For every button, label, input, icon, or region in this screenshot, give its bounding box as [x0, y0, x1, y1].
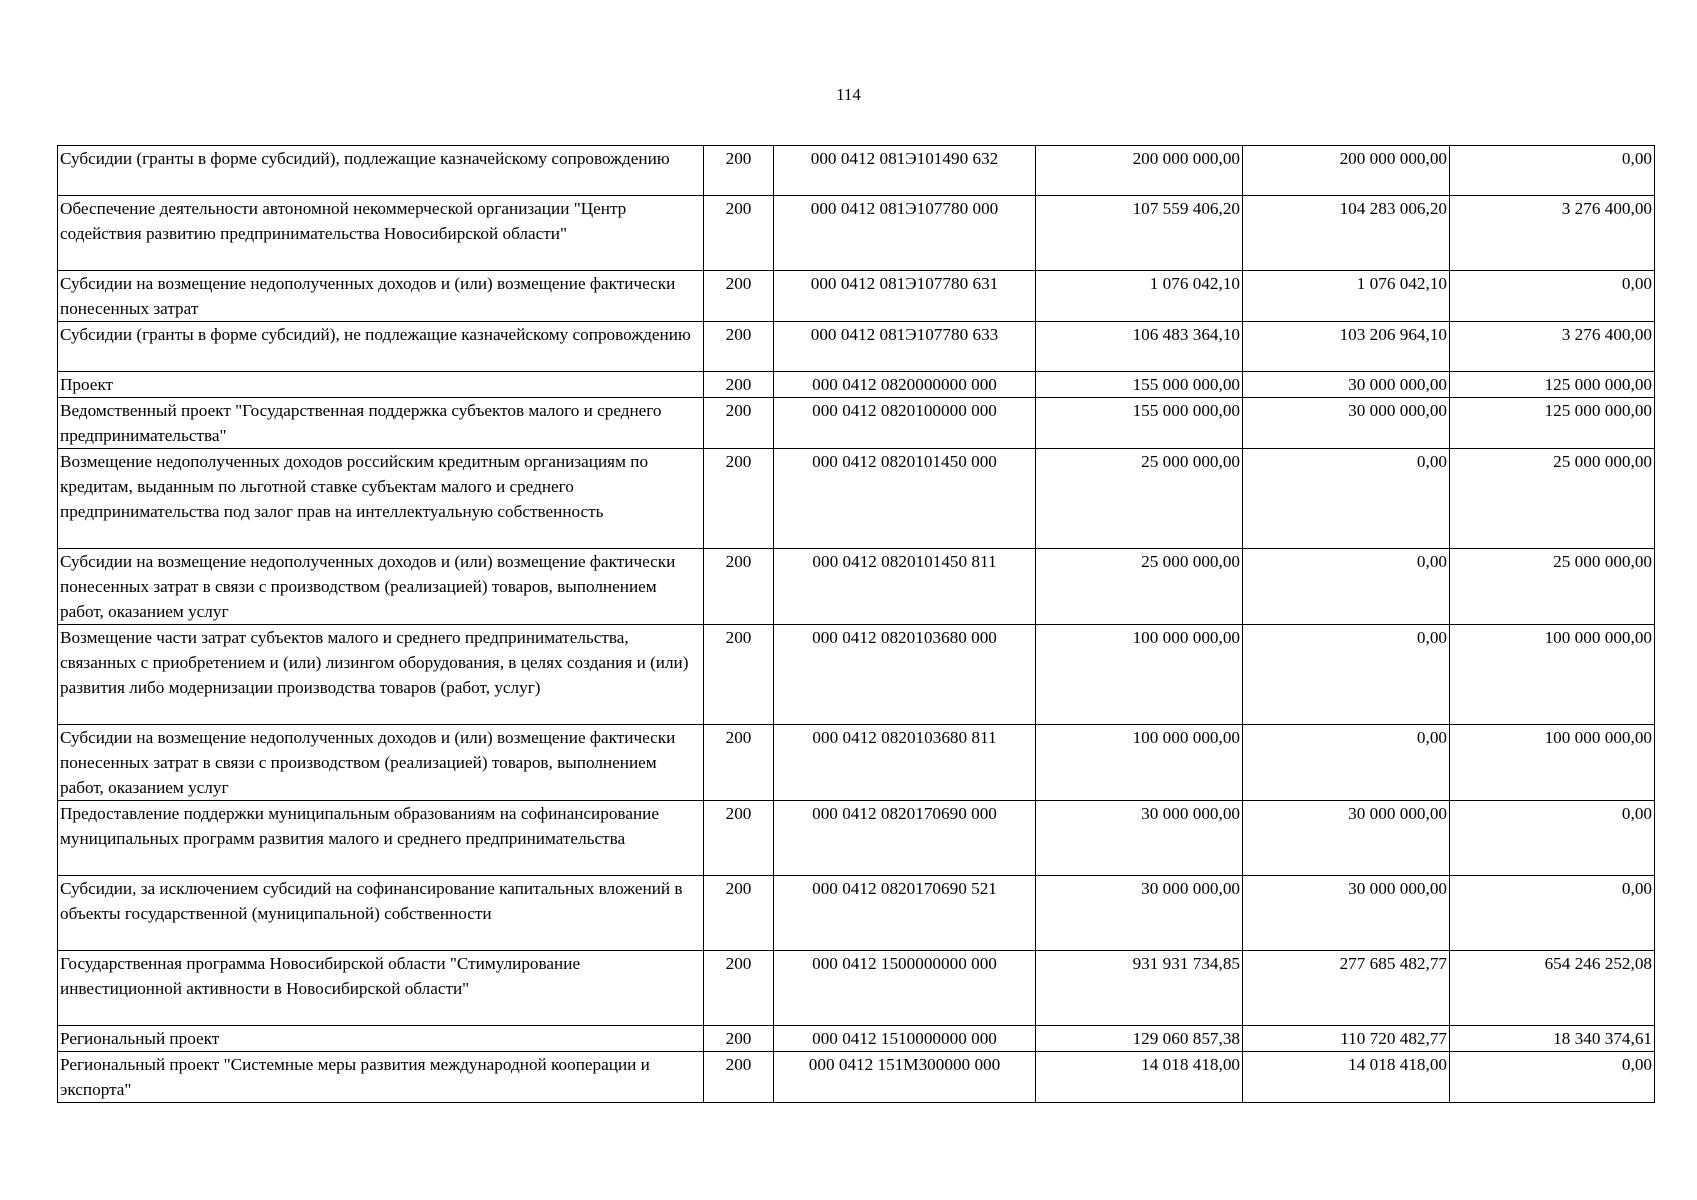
row-name: Субсидии на возмещение недополученных доходов и (или) возмещение фактически понесенных затрат — [58, 271, 704, 322]
budget-table — [57, 145, 1655, 1103]
row-amount-executed: 14 018 418,00 — [1243, 1052, 1450, 1103]
table-row — [58, 625, 1655, 725]
row-budget-code: 000 0412 0820170690 000 — [774, 801, 1036, 876]
row-admin-code: 200 — [704, 398, 774, 449]
row-name: Возмещение недополученных доходов российским кредитным организациям по кредитам, выданным по льготной ставке субъектам малого и среднего предпринимательства под залог прав на интеллектуальную собственность — [58, 449, 704, 549]
row-amount-executed: 110 720 482,77 — [1243, 1026, 1450, 1052]
row-amount-total: 931 931 734,85 — [1036, 951, 1243, 1026]
row-amount-total: 100 000 000,00 — [1036, 625, 1243, 725]
row-amount-executed: 0,00 — [1243, 625, 1450, 725]
row-amount-executed: 30 000 000,00 — [1243, 801, 1450, 876]
row-amount-remaining: 18 340 374,61 — [1450, 1026, 1655, 1052]
row-admin-code: 200 — [704, 625, 774, 725]
row-name: Субсидии (гранты в форме субсидий), не подлежащие казначейскому сопровождению — [58, 322, 704, 372]
table-row — [58, 801, 1655, 876]
row-budget-code: 000 0412 0820170690 521 — [774, 876, 1036, 951]
row-admin-code: 200 — [704, 1052, 774, 1103]
row-amount-executed: 0,00 — [1243, 549, 1450, 625]
row-amount-total: 25 000 000,00 — [1036, 549, 1243, 625]
row-budget-code: 000 0412 081Э107780 633 — [774, 322, 1036, 372]
row-amount-total: 1 076 042,10 — [1036, 271, 1243, 322]
row-budget-code: 000 0412 081Э107780 000 — [774, 196, 1036, 271]
row-budget-code: 000 0412 0820103680 811 — [774, 725, 1036, 801]
row-budget-code: 000 0412 151М300000 000 — [774, 1052, 1036, 1103]
row-amount-remaining: 100 000 000,00 — [1450, 625, 1655, 725]
row-amount-remaining: 0,00 — [1450, 1052, 1655, 1103]
row-amount-remaining: 25 000 000,00 — [1450, 549, 1655, 625]
row-amount-total: 14 018 418,00 — [1036, 1052, 1243, 1103]
row-amount-remaining: 0,00 — [1450, 876, 1655, 951]
row-amount-total: 100 000 000,00 — [1036, 725, 1243, 801]
row-admin-code: 200 — [704, 1026, 774, 1052]
row-name: Субсидии на возмещение недополученных доходов и (или) возмещение фактически понесенных затрат в связи с производством (реализацией) товаров, выполнением работ, оказанием услуг — [58, 725, 704, 801]
page-number: 114 — [836, 85, 861, 104]
table-row — [58, 951, 1655, 1026]
row-amount-executed: 1 076 042,10 — [1243, 271, 1450, 322]
row-admin-code: 200 — [704, 876, 774, 951]
table-row — [58, 322, 1655, 372]
row-amount-total: 107 559 406,20 — [1036, 196, 1243, 271]
row-amount-executed: 200 000 000,00 — [1243, 146, 1450, 196]
table-row — [58, 271, 1655, 322]
table-row — [58, 1052, 1655, 1103]
row-admin-code: 200 — [704, 271, 774, 322]
table-row — [58, 1026, 1655, 1052]
row-amount-remaining: 125 000 000,00 — [1450, 372, 1655, 398]
row-amount-total: 106 483 364,10 — [1036, 322, 1243, 372]
row-admin-code: 200 — [704, 322, 774, 372]
row-admin-code: 200 — [704, 725, 774, 801]
row-amount-remaining: 654 246 252,08 — [1450, 951, 1655, 1026]
row-admin-code: 200 — [704, 549, 774, 625]
row-amount-remaining: 25 000 000,00 — [1450, 449, 1655, 549]
row-budget-code: 000 0412 0820101450 000 — [774, 449, 1036, 549]
row-amount-total: 200 000 000,00 — [1036, 146, 1243, 196]
table-row — [58, 449, 1655, 549]
row-name: Региональный проект "Системные меры развития международной кооперации и экспорта" — [58, 1052, 704, 1103]
row-amount-remaining: 3 276 400,00 — [1450, 196, 1655, 271]
row-admin-code: 200 — [704, 801, 774, 876]
row-budget-code: 000 0412 1500000000 000 — [774, 951, 1036, 1026]
row-amount-executed: 30 000 000,00 — [1243, 372, 1450, 398]
row-name: Проект — [58, 372, 704, 398]
row-amount-total: 155 000 000,00 — [1036, 372, 1243, 398]
row-name: Субсидии, за исключением субсидий на софинансирование капитальных вложений в объекты государственной (муниципальной) собственности — [58, 876, 704, 951]
row-amount-executed: 30 000 000,00 — [1243, 876, 1450, 951]
row-budget-code: 000 0412 0820101450 811 — [774, 549, 1036, 625]
row-amount-executed: 30 000 000,00 — [1243, 398, 1450, 449]
row-name: Региональный проект — [58, 1026, 704, 1052]
table-row — [58, 398, 1655, 449]
row-admin-code: 200 — [704, 146, 774, 196]
table-row — [58, 372, 1655, 398]
row-name: Государственная программа Новосибирской области "Стимулирование инвестиционной активности в Новосибирской области" — [58, 951, 704, 1026]
row-amount-total: 30 000 000,00 — [1036, 876, 1243, 951]
row-name: Субсидии (гранты в форме субсидий), подлежащие казначейскому сопровождению — [58, 146, 704, 196]
row-amount-total: 129 060 857,38 — [1036, 1026, 1243, 1052]
row-name: Обеспечение деятельности автономной некоммерческой организации "Центр содействия развитию предпринимательства Новосибирской области" — [58, 196, 704, 271]
row-budget-code: 000 0412 0820103680 000 — [774, 625, 1036, 725]
row-budget-code: 000 0412 0820100000 000 — [774, 398, 1036, 449]
row-budget-code: 000 0412 0820000000 000 — [774, 372, 1036, 398]
row-amount-remaining: 125 000 000,00 — [1450, 398, 1655, 449]
table-row — [58, 549, 1655, 625]
row-name: Предоставление поддержки муниципальным образованиям на софинансирование муниципальных программ развития малого и среднего предпринимательства — [58, 801, 704, 876]
row-amount-remaining: 0,00 — [1450, 146, 1655, 196]
table-row — [58, 876, 1655, 951]
row-amount-remaining: 100 000 000,00 — [1450, 725, 1655, 801]
table-row — [58, 725, 1655, 801]
table-row — [58, 196, 1655, 271]
row-amount-executed: 103 206 964,10 — [1243, 322, 1450, 372]
row-budget-code: 000 0412 1510000000 000 — [774, 1026, 1036, 1052]
row-budget-code: 000 0412 081Э107780 631 — [774, 271, 1036, 322]
row-amount-remaining: 3 276 400,00 — [1450, 322, 1655, 372]
row-amount-executed: 0,00 — [1243, 449, 1450, 549]
row-amount-executed: 277 685 482,77 — [1243, 951, 1450, 1026]
row-amount-total: 155 000 000,00 — [1036, 398, 1243, 449]
row-admin-code: 200 — [704, 372, 774, 398]
row-amount-total: 30 000 000,00 — [1036, 801, 1243, 876]
row-admin-code: 200 — [704, 951, 774, 1026]
row-amount-total: 25 000 000,00 — [1036, 449, 1243, 549]
row-admin-code: 200 — [704, 196, 774, 271]
row-amount-executed: 104 283 006,20 — [1243, 196, 1450, 271]
row-name: Субсидии на возмещение недополученных доходов и (или) возмещение фактически понесенных затрат в связи с производством (реализацией) товаров, выполнением работ, оказанием услуг — [58, 549, 704, 625]
row-amount-executed: 0,00 — [1243, 725, 1450, 801]
row-amount-remaining: 0,00 — [1450, 801, 1655, 876]
table-row — [58, 146, 1655, 196]
row-amount-remaining: 0,00 — [1450, 271, 1655, 322]
row-budget-code: 000 0412 081Э101490 632 — [774, 146, 1036, 196]
row-name: Ведомственный проект "Государственная поддержка субъектов малого и среднего предпринимательства" — [58, 398, 704, 449]
row-name: Возмещение части затрат субъектов малого и среднего предпринимательства, связанных с приобретением и (или) лизингом оборудования, в целях создания и (или) развития либо модернизации производства товаров (работ, услуг) — [58, 625, 704, 725]
row-admin-code: 200 — [704, 449, 774, 549]
